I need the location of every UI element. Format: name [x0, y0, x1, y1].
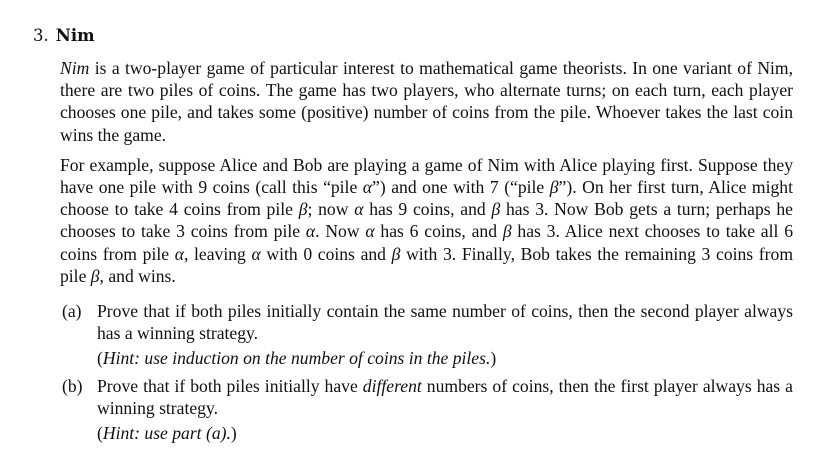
- problem-number: 3.: [33, 26, 49, 45]
- example-text: has 3. Now Bob gets a turn; perhaps he chooses to take 3 coins from pile: [60, 199, 793, 242]
- beta-symbol: β: [298, 199, 308, 220]
- nim-term: Nim: [60, 58, 90, 78]
- example-text: For example, suppose Alice and Bob are playing a game of Nim with Alice playing first. Suppose they have one pile with 9 coins (call this “pile: [60, 154, 793, 198]
- part-b-text-after: numbers of coins, then the first player always has a winning strategy.: [97, 375, 793, 418]
- part-a-text: Prove that if both piles initially contain the same number of coins, then the second player always has a winning strategy.: [97, 301, 793, 344]
- example-paragraph: [60, 154, 793, 287]
- example-text: , leaving: [183, 243, 252, 264]
- beta-symbol: β: [90, 265, 100, 286]
- hint-text: Hint: use part (a).: [102, 423, 231, 444]
- intro-paragraph: [60, 57, 793, 146]
- beta-symbol: β: [549, 177, 559, 198]
- part-a: [60, 300, 793, 370]
- part-a-label: (a): [62, 301, 82, 322]
- example-text: with 3. Finally, Bob takes the remaining 3 coins from pile: [60, 243, 794, 286]
- hint-close-paren: ): [230, 423, 237, 444]
- part-b-emphasis: different: [362, 375, 422, 396]
- example-text: ”) and one with 7 (“pile: [372, 177, 550, 198]
- alpha-symbol: α: [354, 199, 364, 220]
- hint-close-paren: ): [490, 348, 497, 369]
- example-text: has 9 coins, and: [363, 199, 492, 220]
- beta-symbol: β: [491, 199, 501, 220]
- part-b-hint: [97, 422, 793, 444]
- alpha-symbol: α: [174, 243, 184, 264]
- problem-title: Nim: [55, 26, 95, 45]
- example-text: ”). On her first turn, Alice might choose to take 4 coins from pile: [60, 177, 793, 220]
- intro-text: is a two-player game of particular interest to mathematical game theorists. In one variant of Nim, there are two piles of coins. The game has two players, who alternate turns; on each turn, each player chooses one pile, and takes some (positive) number of coins from the pile. Whoever takes the last coin wins the game.: [60, 58, 793, 145]
- problem-3: [33, 24, 813, 444]
- example-text: with 0 coins and: [260, 243, 392, 264]
- beta-symbol: β: [391, 243, 401, 264]
- part-b-text-before: Prove that if both piles initially have: [97, 375, 363, 396]
- part-b-label: (b): [62, 375, 83, 396]
- problem-body: [60, 57, 793, 444]
- example-text: has 3. Alice next chooses to take all 6 coins from pile: [60, 221, 793, 264]
- part-a-hint: [97, 347, 793, 369]
- example-text: has 6 coins, and: [374, 221, 503, 242]
- example-text: ; now: [307, 199, 355, 220]
- alpha-symbol: α: [362, 177, 373, 198]
- alpha-symbol: α: [365, 221, 375, 242]
- hint-open-paren: (: [97, 348, 103, 369]
- example-text: . Now: [315, 221, 366, 242]
- subparts-list: [60, 300, 793, 444]
- problem-heading: [33, 24, 813, 48]
- beta-symbol: β: [502, 221, 512, 242]
- hint-text: Hint: use induction on the number of coins in the piles.: [102, 348, 491, 369]
- example-text: , and wins.: [99, 265, 176, 286]
- part-b: [60, 375, 793, 445]
- alpha-symbol: α: [251, 243, 261, 264]
- part-b-text: [97, 376, 793, 418]
- hint-open-paren: (: [97, 423, 103, 444]
- alpha-symbol: α: [305, 221, 316, 242]
